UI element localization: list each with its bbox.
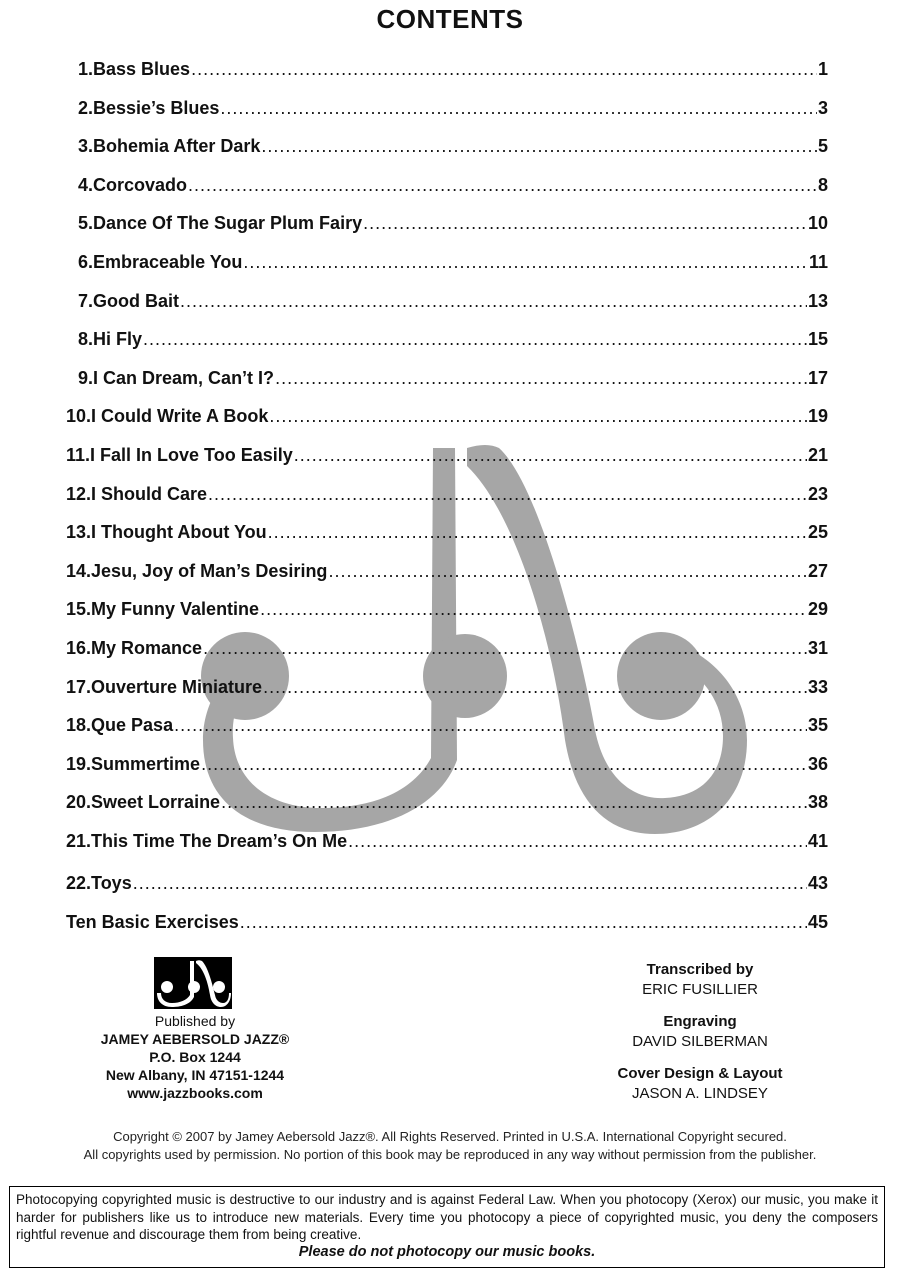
toc-number: 3. (78, 136, 94, 157)
toc-leader (294, 436, 807, 475)
toc-number: 14. (66, 560, 92, 581)
toc-entry[interactable] (66, 397, 828, 436)
toc-page: 38 (807, 792, 828, 813)
toc-title: Ten Basic Exercises (66, 912, 239, 933)
toc-entry[interactable] (66, 320, 828, 359)
toc-page: 25 (807, 522, 828, 543)
toc-page: 27 (807, 560, 828, 581)
credit-name: DAVID SILBERMAN (632, 1033, 768, 1050)
toc-number: 6. (78, 251, 94, 272)
toc-leader (240, 903, 807, 942)
toc-number: 7. (78, 290, 94, 311)
toc-title: Que Pasa (91, 715, 174, 736)
toc-page: 13 (807, 290, 828, 311)
toc-leader (143, 320, 807, 359)
toc-entry[interactable] (66, 864, 828, 903)
publisher-name: JAMEY AEBERSOLD JAZZ® (100, 1031, 290, 1047)
photocopy-notice-text: Photocopying copyrighted music is destructive to our industry and is against Federal Law. When you photocopy (Xerox) our music, you make it harder for publishers like us to introduce new materials. Every time you photocopy a piece of copyrighted music, you deny the composers rightful revenue and discourage them from being creative. (16, 1192, 878, 1242)
toc-title: Bohemia After Dark (93, 136, 261, 157)
toc-entry[interactable] (66, 513, 828, 552)
credit-name: JASON A. LINDSEY (632, 1085, 768, 1102)
toc-title: Bessie’s Blues (93, 97, 220, 118)
copyright-line: All copyrights used by permission. No portion of this book may be reproduced in any way without permission from the publisher. (83, 1147, 817, 1162)
credit-role: Transcribed by (646, 961, 754, 978)
toc-entry[interactable] (66, 903, 828, 942)
toc-title: My Funny Valentine (91, 599, 260, 620)
toc-leader (261, 127, 817, 166)
toc-number: 9. (78, 367, 94, 388)
toc-title: I Can Dream, Can’t I? (93, 367, 275, 388)
toc-page: 3 (817, 97, 828, 118)
publisher-address-line2: New Albany, IN 47151-1244 (105, 1067, 285, 1083)
toc-entry[interactable] (66, 243, 828, 282)
toc-number: 16. (66, 637, 92, 658)
toc-title: Sweet Lorraine (91, 792, 221, 813)
toc-leader (191, 50, 817, 89)
toc-leader (260, 590, 807, 629)
toc-leader (174, 706, 807, 745)
toc-entry[interactable] (66, 475, 828, 514)
toc-page: 33 (807, 676, 828, 697)
toc-leader (328, 552, 807, 591)
aebersold-logo-icon (154, 957, 232, 1009)
credit-name: ERIC FUSILLIER (642, 981, 758, 998)
toc-title: Corcovado (93, 174, 188, 195)
toc-leader (188, 166, 817, 205)
photocopy-notice-box (9, 1186, 885, 1268)
page-title: CONTENTS (376, 4, 524, 34)
toc-leader (243, 243, 808, 282)
toc-title: I Fall In Love Too Easily (90, 444, 293, 465)
toc-number: 15. (66, 599, 92, 620)
toc-number: 4. (78, 174, 94, 195)
photocopy-plea: Please do not photocopy our music books. (298, 1243, 596, 1260)
toc-leader (208, 475, 807, 514)
toc-number: 17. (66, 676, 92, 697)
toc-number: 2. (78, 97, 94, 118)
copyright-line: Copyright © 2007 by Jamey Aebersold Jazz®. All Rights Reserved. Printed in U.S.A. International Copyright secured. (113, 1129, 787, 1144)
toc-page: 21 (807, 444, 828, 465)
table-of-contents (66, 50, 828, 942)
toc-entry[interactable] (66, 127, 828, 166)
toc-page: 31 (807, 637, 828, 658)
toc-title: My Romance (91, 637, 203, 658)
credit-role: Engraving (663, 1013, 737, 1030)
credits (580, 960, 820, 1104)
published-by-label: Published by (154, 1013, 236, 1029)
toc-title: Bass Blues (93, 59, 191, 79)
toc-page: 17 (807, 367, 828, 388)
toc-title: I Thought About You (91, 522, 267, 543)
toc-number: 19. (66, 753, 92, 774)
toc-title: Embraceable You (93, 251, 243, 272)
toc-number: 22. (66, 873, 92, 894)
toc-title: Ouverture Miniature (91, 676, 263, 697)
toc-leader (268, 513, 807, 552)
toc-page: 41 (807, 830, 828, 851)
toc-number: 8. (78, 329, 94, 350)
toc-leader (275, 359, 807, 398)
toc-title: Dance Of The Sugar Plum Fairy (93, 213, 363, 234)
toc-leader (201, 745, 807, 784)
copyright-notice (10, 1128, 890, 1164)
toc-leader (348, 822, 807, 861)
toc-leader (263, 668, 807, 707)
toc-page: 29 (807, 599, 828, 620)
toc-leader (269, 397, 807, 436)
credit-role: Cover Design & Layout (617, 1065, 783, 1082)
toc-number: 21. (66, 830, 92, 851)
toc-number: 20. (66, 792, 92, 813)
toc-leader (220, 89, 817, 128)
toc-leader (180, 282, 807, 321)
toc-title: Summertime (91, 753, 201, 774)
toc-number: 11. (66, 444, 91, 465)
toc-page: 8 (817, 174, 828, 195)
toc-entry[interactable] (66, 436, 828, 475)
toc-title: Hi Fly (93, 329, 143, 350)
toc-leader (221, 783, 807, 822)
toc-entry[interactable] (66, 89, 828, 128)
toc-number: 18. (66, 715, 92, 736)
toc-entry[interactable] (66, 706, 828, 745)
toc-title: I Could Write A Book (91, 406, 269, 427)
toc-page: 10 (807, 213, 828, 234)
publisher-info (60, 1012, 330, 1102)
toc-number: 1. (78, 59, 94, 79)
toc-entry[interactable] (66, 359, 828, 398)
publisher-website-link[interactable]: www.jazzbooks.com (127, 1085, 263, 1101)
toc-entry[interactable] (66, 166, 828, 205)
toc-leader (133, 864, 807, 903)
toc-page: 1 (817, 59, 828, 79)
toc-page: 15 (807, 329, 828, 350)
toc-page: 43 (807, 873, 828, 894)
publisher-address-line1: P.O. Box 1244 (149, 1049, 241, 1065)
toc-leader (203, 629, 807, 668)
toc-page: 11 (808, 251, 828, 272)
toc-title: Good Bait (93, 290, 180, 311)
toc-entry[interactable] (66, 629, 828, 668)
toc-page: 23 (807, 483, 828, 504)
toc-leader (363, 204, 807, 243)
toc-entry[interactable] (66, 282, 828, 321)
toc-title: Toys (91, 873, 132, 894)
toc-number: 10. (66, 406, 92, 427)
toc-entry[interactable] (66, 668, 828, 707)
toc-entry[interactable] (66, 552, 828, 591)
toc-entry[interactable] (66, 204, 828, 243)
toc-title: This Time The Dream’s On Me (91, 830, 348, 851)
toc-entry[interactable] (66, 50, 828, 89)
toc-page: 19 (807, 406, 828, 427)
toc-title: Jesu, Joy of Man’s Desiring (91, 560, 328, 581)
toc-number: 12. (66, 483, 92, 504)
toc-entry[interactable] (66, 783, 828, 822)
toc-page: 5 (817, 136, 828, 157)
toc-title: I Should Care (91, 483, 208, 504)
toc-page: 35 (807, 715, 828, 736)
toc-entry[interactable] (66, 745, 828, 784)
toc-number: 13. (66, 522, 92, 543)
toc-number: 5. (78, 213, 94, 234)
toc-entry[interactable] (66, 822, 828, 861)
toc-entry[interactable] (66, 590, 828, 629)
toc-page: 45 (807, 912, 828, 933)
toc-page: 36 (807, 753, 828, 774)
